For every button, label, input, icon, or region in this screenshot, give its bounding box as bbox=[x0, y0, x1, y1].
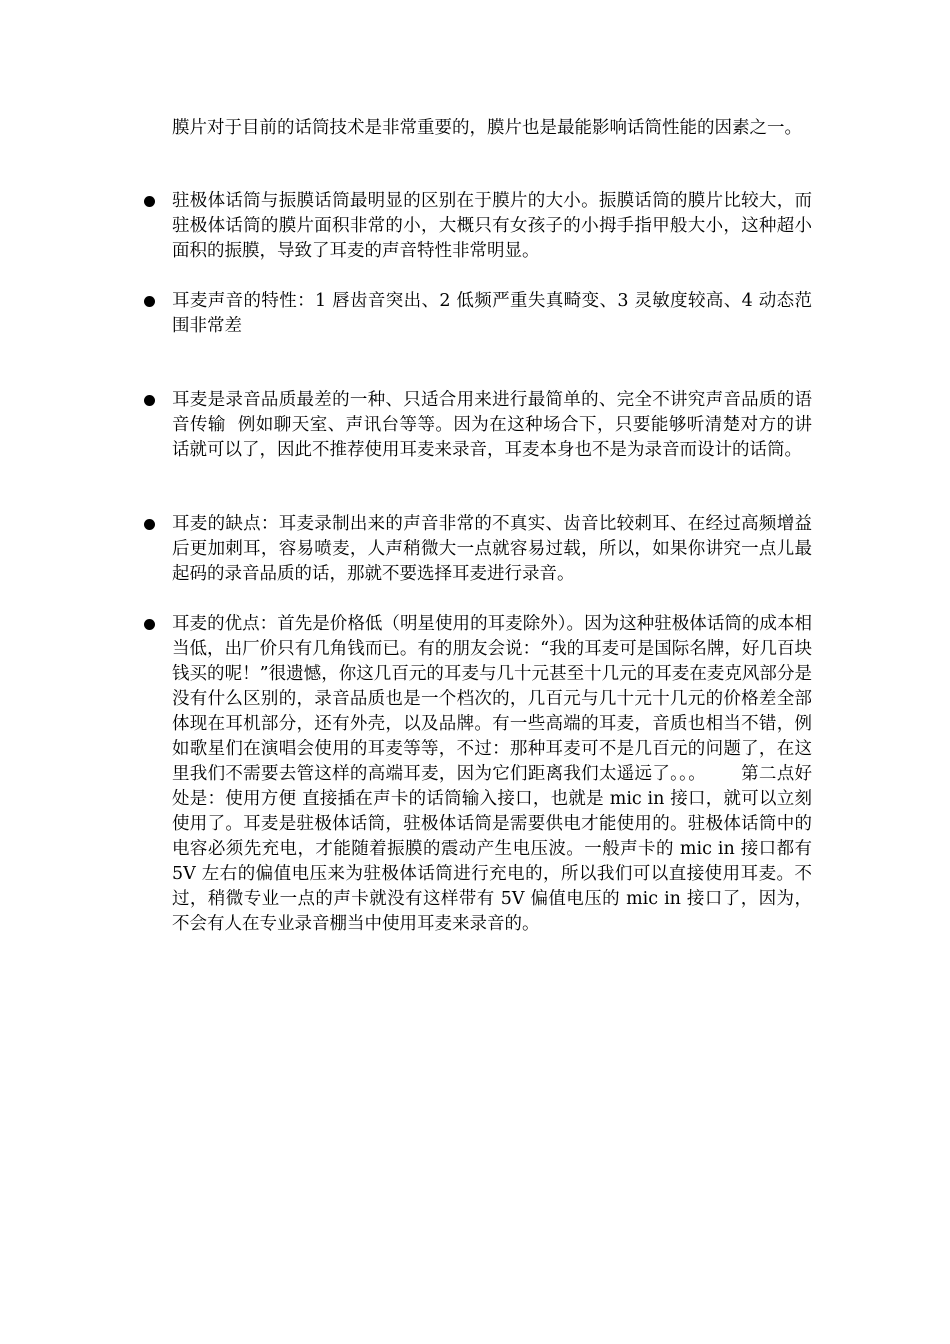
list-item-text: 耳麦的优点：首先是价格低（明星使用的耳麦除外）。因为这种驻极体话筒的成本相当低，出厂价只有几角钱而已。有的朋友会说：“我的耳麦可是国际名牌，好几百块钱买的呢！”很遗憾，你这几百元的耳麦与几十元甚至十几元的耳麦在麦克风部分是没有什么区别的，录音品质也是一个档次的，几百元与几十元十几元的价格差全部体现在耳机部分，还有外壳，以及品牌。有一些高端的耳麦，音质也相当不错，例如歌星们在演唱会使用的耳麦等等，不过：那种耳麦可不是几百元的问题了，在这里我们不需要去管这样的高端耳麦，因为它们距离我们太遥远了。。。 第二点好处是：使用方便 直接插在声卡的话筒输入接口，也就是 mic in 接口，就可以立刻使用了。耳麦是驻极体话筒，驻极体话筒是需要供电才能使用的。驻极体话筒中的电容必须先充电，才能随着振膜的震动产生电压波。一般声卡的 mic in 接口都有 5V 左右的偏值电压来为驻极体话筒进行充电的，所以我们可以直接使用耳麦。不过，稍微专业一点的声卡就没有这样带有 5V 偏值电压的 mic in 接口了，因为，不会有人在专业录音棚当中使用耳麦来录音的。 bbox=[172, 614, 818, 934]
bullet-dot-icon bbox=[144, 519, 155, 530]
bullet-dot-icon bbox=[144, 395, 155, 406]
list-item-text: 耳麦声音的特性：1 唇齿音突出、2 低频严重失真畸变、3 灵敏度较高、4 动态范围非常差 bbox=[172, 291, 812, 336]
bullet-dot-icon bbox=[144, 296, 155, 307]
bullet-dot-icon bbox=[144, 619, 155, 630]
list-item-text: 耳麦是录音品质最差的一种、只适合用来进行最简单的、完全不讲究声音品质的语音传输 例如聊天室、声讯台等等。因为在这种场合下，只要能够听清楚对方的讲话就可以了，因此不推荐使用耳麦来录音，耳麦本身也不是为录音而设计的话筒。 bbox=[172, 390, 812, 460]
list-item-text: 耳麦的缺点：耳麦录制出来的声音非常的不真实、齿音比较刺耳、在经过高频增益后更加刺耳，容易喷麦，人声稍微大一点就容易过载，所以，如果你讲究一点儿最起码的录音品质的话，那就不要选择耳麦进行录音。 bbox=[172, 514, 812, 584]
list-item-text: 驻极体话筒与振膜话筒最明显的区别在于膜片的大小。振膜话筒的膜片比较大，而驻极体话筒的膜片面积非常的小，大概只有女孩子的小拇手指甲般大小，这种超小面积的振膜，导致了耳麦的声音特性非常明显。 bbox=[172, 191, 812, 261]
bullet-dot-icon bbox=[144, 196, 155, 207]
intro-paragraph: 膜片对于目前的话筒技术是非常重要的，膜片也是最能影响话筒性能的因素之一。 bbox=[172, 118, 802, 138]
